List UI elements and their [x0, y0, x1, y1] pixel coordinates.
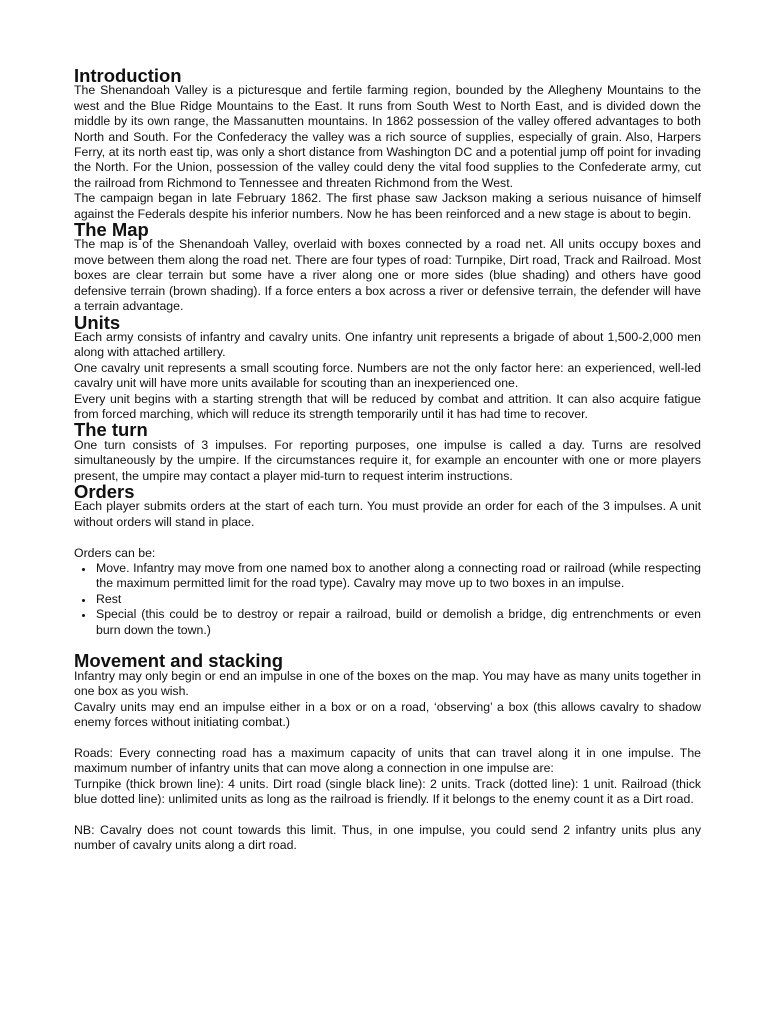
document-body	[74, 65, 701, 854]
section-orders	[74, 480, 701, 638]
paragraph: The Shenandoah Valley is a picturesque and fertile farming region, bounded by the Allegheny Mountains to the west and the Blue Ridge Mountains to the East. It runs from South West to North East, and is divided down the middle by its own range, the Massanutten mountains. In 1862 possession of the valley offered advantages to both North and South. For the Confederacy the valley was a rich source of supplies, especially of grain. Also, Harpers Ferry, at its north east tip, was only a short distance from Washington DC and a potential jump off point for invading the North. For the Union, possession of the valley could deny the vital food supplies to the Confederate army, cut the railroad from Richmond to Tennessee and threaten Richmond from the West.	[74, 83, 701, 190]
paragraph: Roads: Every connecting road has a maximum capacity of units that can travel along it in one impulse. The maximum number of infantry units that can move along a connection in one impulse are:	[74, 745, 701, 776]
heading-the-turn: The turn	[74, 419, 148, 441]
list-item: Rest	[96, 592, 701, 607]
section-movement-and-stacking	[74, 650, 701, 853]
paragraph: Every unit begins with a starting strength that will be reduced by combat and attrition. It can also acquire fatigue from forced marching, which will reduce its strength temporarily until it has had time to recover.	[74, 391, 701, 421]
paragraph: Turnpike (thick brown line): 4 units. Dirt road (single black line): 2 units. Track (dotted line): 1 unit. Railroad (thick blue dotted line): unlimited units as long as the railroad is friendly. If it belongs to the enemy count it as a Dirt road.	[74, 776, 701, 807]
heading-units: Units	[74, 311, 121, 333]
spacer	[74, 530, 701, 545]
paragraph: The campaign began in late February 1862. The first phase saw Jackson making a serious nuisance of himself against the Federals despite his inferior numbers. Now he has been reinforced and a new stage is about to begin.	[74, 191, 701, 221]
list-item: Special (this could be to destroy or repair a railroad, build or demolish a bridge, dig entrenchments or even burn down the town.)	[96, 607, 701, 637]
paragraph: The map is of the Shenandoah Valley, overlaid with boxes connected by a road net. All units occupy boxes and move between them along the road net. There are four types of road: Turnpike, Dirt road, Track and Railroad. Most boxes are clear terrain but some have a river along one or more sides (blue shading) and others have good defensive terrain (brown shading). If a force enters a box across a river or defensive terrain, the defender will have a terrain advantage.	[74, 237, 701, 314]
section-units	[74, 311, 701, 423]
spacer	[74, 730, 701, 745]
spacer	[74, 807, 701, 822]
paragraph: One turn consists of 3 impulses. For reporting purposes, one impulse is called a day. Turns are resolved simultaneously by the umpire. If the circumstances require it, for example an encounter with one or more players present, the umpire may contact a player mid-turn to request interim instructions.	[74, 437, 701, 483]
paragraph: Each army consists of infantry and cavalry units. One infantry unit represents a brigade of about 1,500-2,000 men along with attached artillery.	[74, 329, 701, 360]
section-the-map	[74, 219, 701, 314]
section-introduction	[74, 65, 701, 222]
section-the-turn	[74, 419, 701, 484]
paragraph: Infantry may only begin or end an impulse in one of the boxes on the map. You may have as many units together in one box as you wish.	[74, 668, 701, 699]
paragraph: Cavalry units may end an impulse either in a box or on a road, ‘observing’ a box (this allows cavalry to shadow enemy forces without initiating combat.)	[74, 699, 701, 730]
heading-orders: Orders	[74, 480, 135, 502]
list-item: Move. Infantry may move from one named box to another along a connecting road or railroad (while respecting the maximum permitted limit for the road type). Cavalry may move up to two boxes in an impulse.	[96, 560, 701, 591]
paragraph: One cavalry unit represents a small scouting force. Numbers are not the only factor here: an experienced, well-led cavalry unit will have more units available for scouting than an inexperienced one.	[74, 360, 701, 391]
orders-list	[74, 561, 701, 638]
paragraph: NB: Cavalry does not count towards this limit. Thus, in one impulse, you could send 2 infantry units plus any number of cavalry units along a dirt road.	[74, 822, 701, 853]
paragraph: Each player submits orders at the start of each turn. You must provide an order for each of the 3 impulses. A unit without orders will stand in place.	[74, 499, 701, 529]
heading-the-map: The Map	[74, 219, 149, 241]
orders-list-intro: Orders can be:	[74, 545, 156, 560]
heading-movement-and-stacking: Movement and stacking	[74, 650, 284, 672]
heading-introduction: Introduction	[74, 65, 182, 86]
